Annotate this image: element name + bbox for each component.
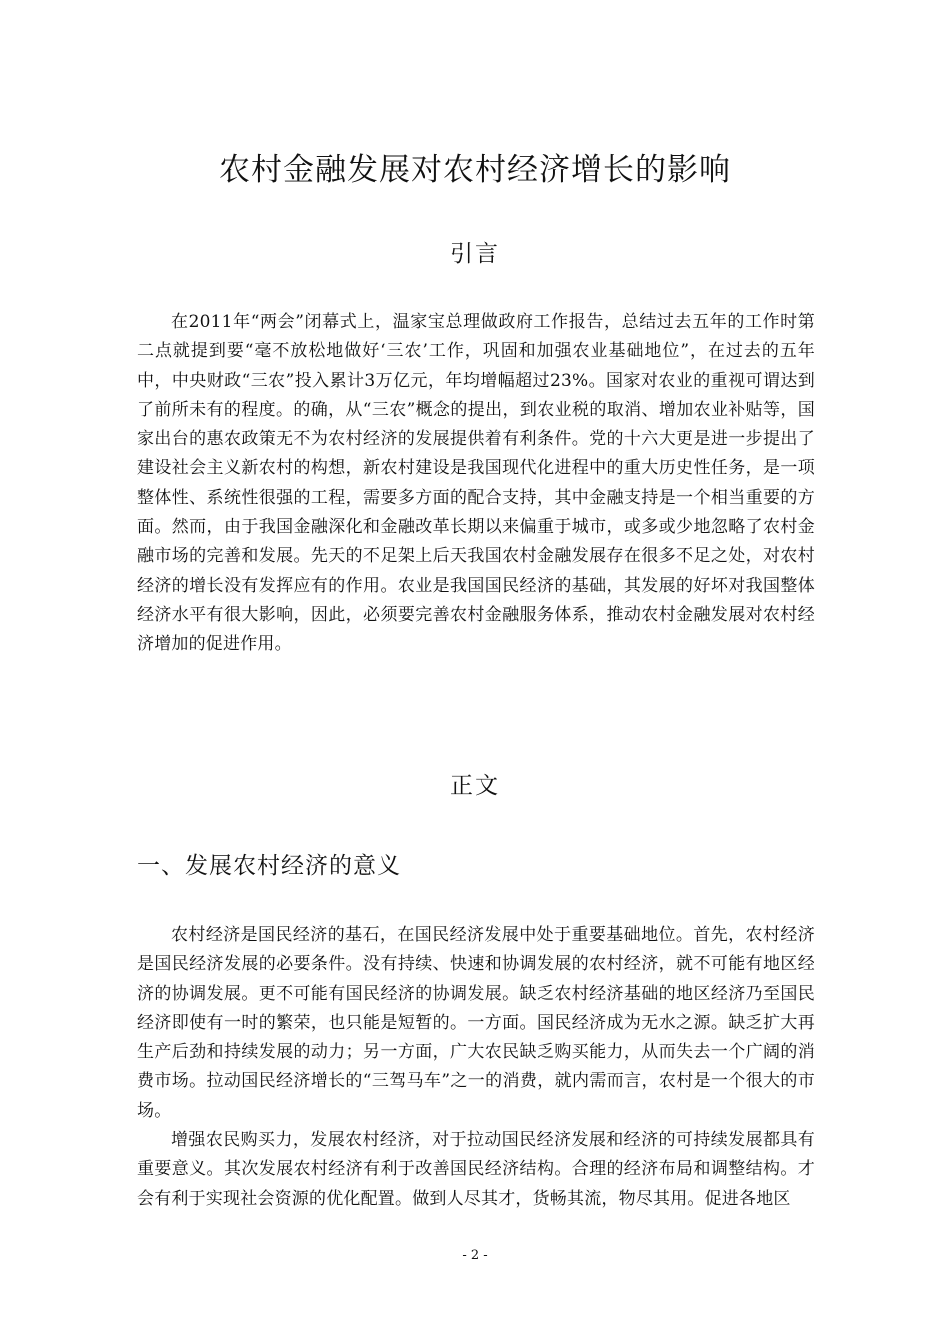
section-1-body xyxy=(137,921,815,1214)
section-1-heading: 一、发展农村经济的意义 xyxy=(137,853,401,879)
intro-section xyxy=(137,308,815,660)
intro-paragraph: 在2011年“两会”闭幕式上，温家宝总理做政府工作报告，总结过去五年的工作时第二点就提到要“毫不放松地做好‘三农’工作，巩固和加强农业基础地位”，在过去的五年中，中央财政“三农”投入累计3万亿元，年均增幅超过23%。国家对农业的重视可谓达到了前所未有的程度。的确，从“三农”概念的提出，到农业税的取消、增加农业补贴等，国家出台的惠农政策无不为农村经济的发展提供着有利条件。党的十六大更是进一步提出了建设社会主义新农村的构想，新农村建设是我国现代化进程中的重大历史性任务，是一项整体性、系统性很强的工程，需要多方面的配合支持，其中金融支持是一个相当重要的方面。然而，由于我国金融深化和金融改革长期以来偏重于城市，或多或少地忽略了农村金融市场的完善和发展。先天的不足架上后天我国农村金融发展存在很多不足之处，对农村经济的增长没有发挥应有的作用。农业是我国国民经济的基础，其发展的好坏对我国整体经济水平有很大影响，因此，必须要完善农村金融服务体系，推动农村金融发展对农村经济增加的促进作用。 xyxy=(137,312,815,655)
body-paragraph: 农村经济是国民经济的基石，在国民经济发展中处于重要基础地位。首先，农村经济是国民经济发展的必要条件。没有持续、快速和协调发展的农村经济，就不可能有地区经济的协调发展。更不可能有国民经济的协调发展。缺乏农村经济基础的地区经济乃至国民经济即使有一时的繁荣，也只能是短暂的。一方面。国民经济成为无水之源。缺乏扩大再生产后劲和持续发展的动力；另一方面，广大农民缺乏购买能力，从而失去一个广阔的消费市场。拉动国民经济增长的“三驾马车”之一的消费，就内需而言，农村是一个很大的市场。 xyxy=(137,925,815,1121)
intro-heading: 引言 xyxy=(450,241,500,267)
body-paragraph: 增强农民购买力，发展农村经济，对于拉动国民经济发展和经济的可持续发展都具有重要意义。其次发展农村经济有利于改善国民经济结构。合理的经济布局和调整结构。才会有利于实现社会资源的优化配置。做到人尽其才，货畅其流，物尽其用。促进各地区 xyxy=(137,1130,815,1209)
page-number: - 2 - xyxy=(462,1248,488,1263)
document-title: 农村金融发展对农村经济增长的影响 xyxy=(219,152,731,188)
main-body-heading: 正文 xyxy=(450,773,500,799)
